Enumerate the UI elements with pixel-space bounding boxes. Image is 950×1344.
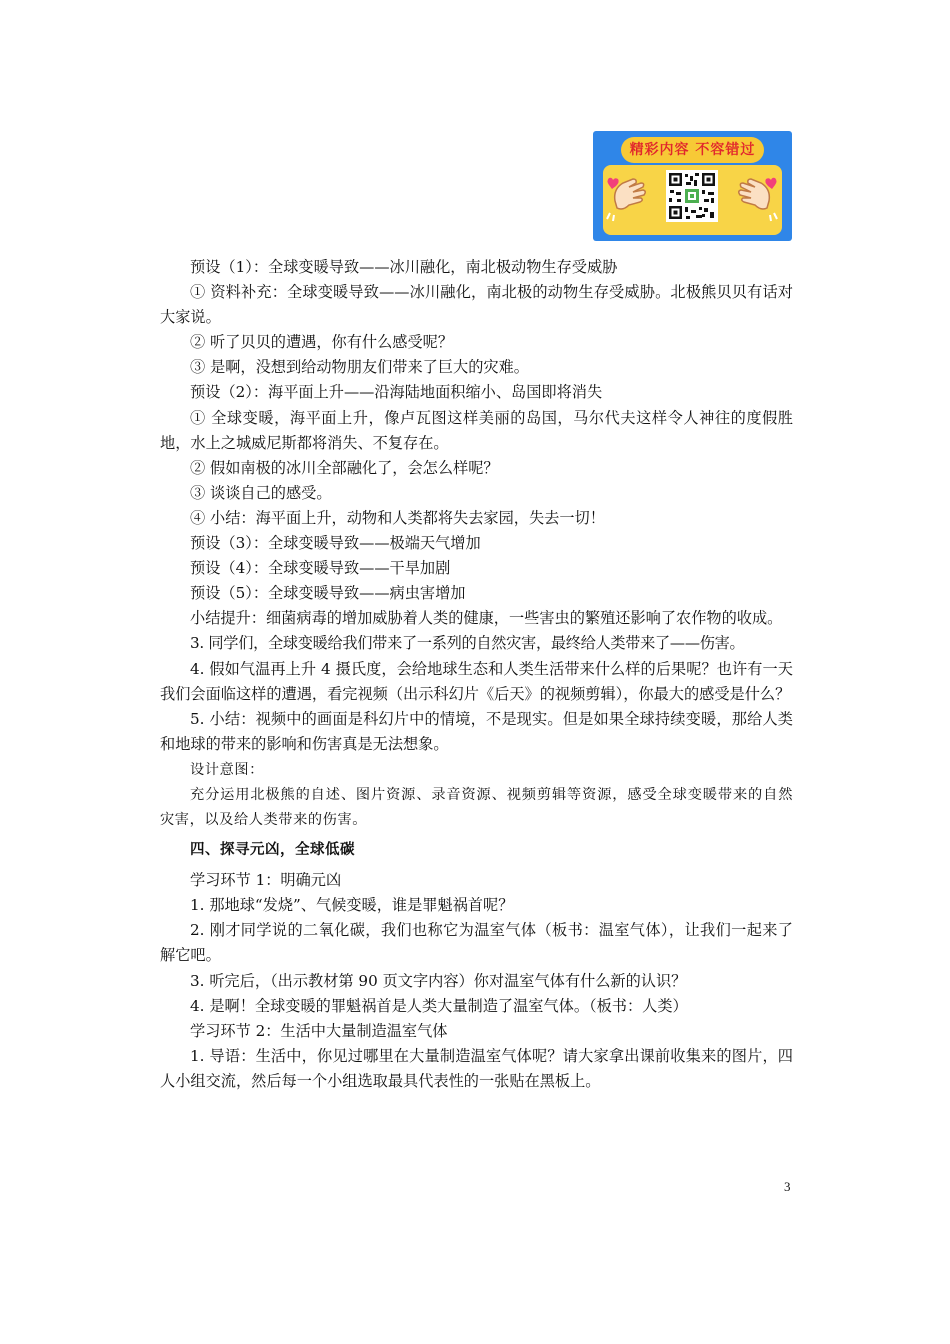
section-heading: 四、探寻元凶，全球低碳 [190,841,355,859]
design-intent-label: 设计意图： [190,761,264,778]
design-intent-text: 充分运用北极熊的自述、图片资源、录音资源、视频剪辑等资源，感受全球变暖带来的自然灾害，以及给人类带来的伤害。 [160,786,793,829]
paragraph: 小结提升：细菌病毒的增加威胁着人类的健康，一些害虫的繁殖还影响了农作物的收成。 [190,609,783,628]
paragraph: 预设（3）：全球变暖导致——极端天气增加 [190,534,481,553]
badge-title: 精彩内容 不容错过 [621,137,764,163]
paragraph: ② 假如南极的冰川全部融化了，会怎么样呢？ [190,458,499,477]
paragraph: ① 资料补充：全球变暖导致——冰川融化，南北极的动物生存受威胁。北极熊贝贝有话对大家说。 [160,283,793,327]
body-text [160,255,793,1094]
paragraph: 5. 小结：视频中的画面是科幻片中的情境，不是现实。但是如果全球持续变暖，那给人类和地球的带来的影响和伤害真是无法想象。 [160,709,793,753]
paragraph: ① 全球变暖，海平面上升，像卢瓦图这样美丽的岛国，马尔代夫这样令人神往的度假胜地，水上之城威尼斯都将消失、不复存在。 [160,408,793,452]
paragraph: 1. 导语：生活中，你见过哪里在大量制造温室气体呢？请大家拿出课前收集来的图片，四人小组交流，然后每一个小组选取最具代表性的一张贴在黑板上。 [160,1046,793,1090]
clapping-hands-icon [727,171,779,223]
paragraph: 学习环节 1：明确元凶 [190,871,342,890]
qr-code-icon [666,170,718,222]
paragraph: 1. 那地球“发烧”、气候变暖，谁是罪魁祸首呢？ [190,896,514,915]
paragraph: 4. 假如气温再上升 4 摄氏度，会给地球生态和人类生活带来什么样的后果呢？也许有一天我们会面临这样的遭遇，看完视频（出示科幻片《后天》的视频剪辑），你最大的感受是什么？ [160,659,793,703]
paragraph: 3. 听完后，（出示教材第 90 页文字内容）你对温室气体有什么新的认识？ [190,971,687,990]
paragraph: ③ 是啊，没想到给动物朋友们带来了巨大的灾难。 [190,358,529,377]
paragraph: 3. 同学们，全球变暖给我们带来了一系列的自然灾害，最终给人类带来了——伤害。 [190,634,745,653]
clapping-hands-icon [605,171,657,223]
paragraph: 预设（4）：全球变暖导致——干旱加剧 [190,559,451,578]
paragraph: ④ 小结：海平面上升，动物和人类都将失去家园，失去一切！ [190,508,605,527]
paragraph: 4. 是啊！全球变暖的罪魁祸首是人类大量制造了温室气体。（板书：人类） [190,996,688,1015]
paragraph: 2. 刚才同学说的二氧化碳，我们也称它为温室气体（板书：温室气体），让我们一起来了解它吧。 [160,921,793,965]
paragraph: ③ 谈谈自己的感受。 [190,483,332,502]
paragraph: 预设（5）：全球变暖导致——病虫害增加 [190,584,466,603]
page-number: 3 [784,1179,791,1194]
qr-promo-badge[interactable] [593,131,792,241]
paragraph: 预设（2）：海平面上升——沿海陆地面积缩小、岛国即将消失 [190,383,603,402]
paragraph: 预设（1）：全球变暖导致——冰川融化，南北极动物生存受威胁 [190,258,618,276]
paragraph: 学习环节 2：生活中大量制造温室气体 [190,1021,448,1040]
paragraph: ② 听了贝贝的遭遇，你有什么感受呢？ [190,333,454,352]
